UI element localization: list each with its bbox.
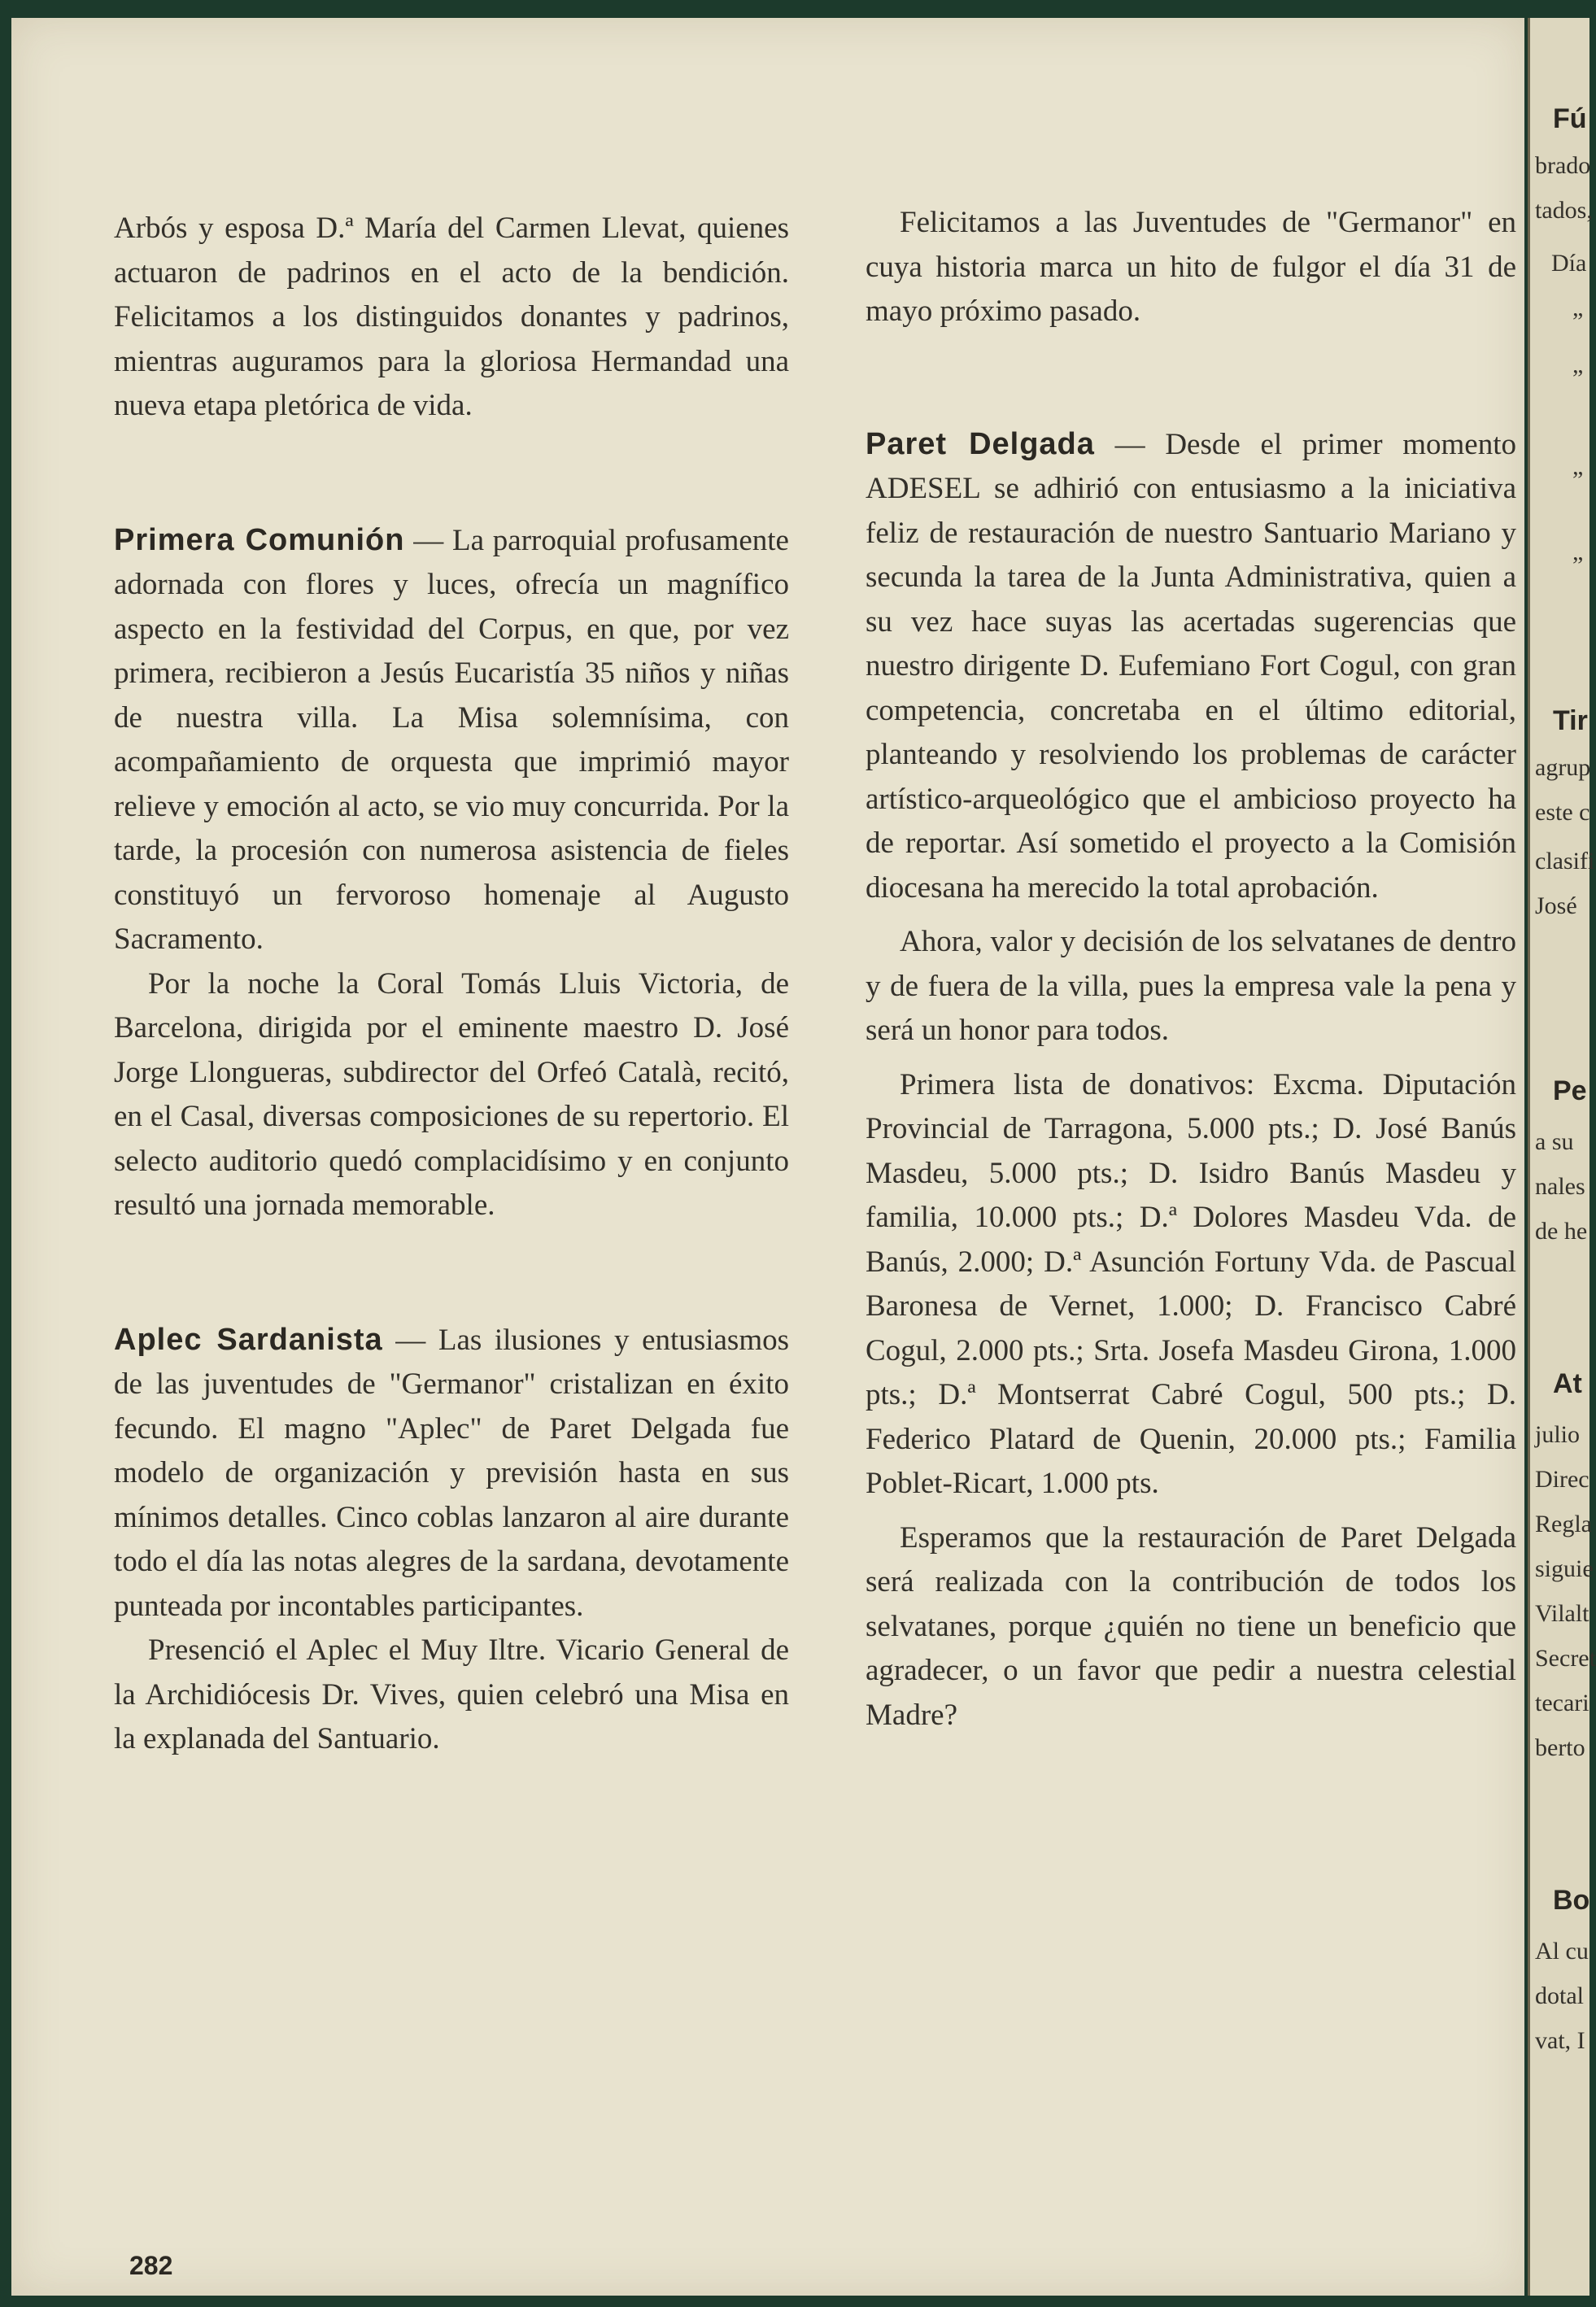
aplec-body: — Las ilusiones y entusiasmos de las juventudes de "Germanor" cristalizan en éxito fecundo. El magno "Aplec" de Paret Delgada fue modelo de organización y previsión hasta en sus mínimos detalles. Cinco coblas lanzaron al aire durante todo el día las notas alegres de la sardana, devotamente punteada por incontables participantes.: [114, 1323, 789, 1623]
next-page-line: „: [1572, 351, 1584, 378]
left-column: [114, 207, 789, 1762]
next-page-line: Regla: [1535, 1511, 1592, 1537]
next-page-line: vat, I: [1535, 2027, 1585, 2054]
next-page-line: berto: [1535, 1734, 1585, 1761]
next-page-line: Direc: [1535, 1466, 1589, 1493]
magazine-page: [11, 18, 1524, 2296]
next-page-line: de he: [1535, 1218, 1588, 1245]
next-page-line: José: [1535, 892, 1577, 919]
next-page-line: Vilalt: [1535, 1600, 1589, 1627]
primera-comunion-body: — La parroquial profusamente adornada con flores y luces, ofrecía un magnífico aspecto en la festividad del Corpus, en que, por vez primera, recibieron a Jesús Eucaristía 35 niños y niñas de nuestra villa. La Misa solemnísima, con acompañamiento de orquesta que imprimió mayor relieve y emoción al acto, se vio muy concurrida. Por la tarde, la procesión con numerosa asistencia de fieles constituyó un fervoroso homenaje al Augusto Sacramento.: [114, 523, 789, 956]
next-page-line: Día: [1551, 250, 1587, 277]
donativos-paragraph: Primera lista de donativos: Excma. Diputación Provincial de Tarragona, 5.000 pts.; D. José Banús Masdeu, 5.000 pts.; D. Isidro Banús Masdeu y familia, 10.000 pts.; D.ª Dolores Masdeu Vda. de Banús, 2.000; D.ª Asunción Fortuny Vda. de Pascual Baronesa de Vernet, 1.000; D. Francisco Cabré Cogul, 2.000 pts.; Srta. Josefa Masdeu Girona, 1.000 pts.; D.ª Montserrat Cabré Cogul, 500 pts.; D. Federico Platard de Quenin, 20.000 pts.; Familia Poblet-Ricart, 1.000 pts.: [866, 1067, 1516, 1500]
primera-comunion-paragraph: [114, 518, 789, 962]
next-page-line: a su: [1535, 1128, 1574, 1155]
left-intro-paragraph: Arbós y esposa D.ª María del Carmen Llevat, quienes actuaron de padrinos en el acto de la bendición. Felicitamos a los distinguidos donantes y padrinos, mientras auguramos para la gloriosa Hermandad una nueva etapa pletórica de vida.: [114, 212, 789, 422]
next-page-heading-1: Fú: [1553, 103, 1587, 134]
next-page-line: Secret: [1535, 1645, 1596, 1672]
next-page-line: tados,: [1535, 197, 1593, 224]
next-page-heading-4: At: [1553, 1368, 1582, 1399]
next-page-line: „: [1572, 453, 1584, 480]
next-page-line: tecari: [1535, 1690, 1589, 1716]
next-page-line: clasifi: [1535, 848, 1595, 874]
next-page-line: dotal: [1535, 1982, 1584, 2009]
next-page-heading-3: Pe: [1553, 1075, 1587, 1106]
valor-paragraph: Ahora, valor y decisión de los selvatanes de dentro y de fuera de la villa, pues la empresa vale la pena y será un honor para todos.: [866, 925, 1516, 1047]
paret-delgada-heading: Paret Delgada: [866, 426, 1095, 461]
right-intro-paragraph: Felicitamos a las Juventudes de "Germanor" en cuya historia marca un hito de fulgor el día 31 de mayo próximo pasado.: [866, 206, 1516, 328]
aplec-heading: Aplec Sardanista: [114, 1322, 383, 1357]
next-page-line: Al cu: [1535, 1938, 1589, 1965]
paret-delgada-paragraph: [866, 422, 1516, 911]
next-page-line: este c: [1535, 799, 1590, 826]
primera-comunion-heading: Primera Comunión: [114, 522, 405, 557]
right-column: [866, 201, 1516, 1738]
coral-paragraph: Por la noche la Coral Tomás Lluis Victoria, de Barcelona, dirigida por el eminente maestro D. José Jorge Llongueras, subdirector del Orfeó Català, recitó, en el Casal, diversas composiciones de su repertorio. El selecto auditorio quedó complacidísimo y en conjunto resultó una jornada memorable.: [114, 966, 789, 1222]
next-page-line: siguie: [1535, 1555, 1594, 1582]
page-number: 282: [129, 2251, 173, 2280]
next-page-line: „: [1572, 294, 1584, 321]
esperamos-paragraph: Esperamos que la restauración de Paret Delgada será realizada con la contribución de todos los selvatanes, porque ¿quién no tiene un beneficio que agradecer, o un favor que pedir a nuestra celestial Madre?: [866, 1520, 1516, 1732]
next-page-line: julio: [1535, 1421, 1581, 1448]
aplec-paragraph: [114, 1318, 789, 1629]
adjacent-page-edge: [1528, 18, 1596, 2296]
paret-delgada-body: — Desde el primer momento ADESEL se adhirió con entusiasmo a la iniciativa feliz de restauración de nuestro Santuario Mariano y secunda la tarea de la Junta Administrativa, quien a su vez hace suyas las acertadas sugerencias que nuestro dirigente D. Eufemiano Fort Cogul, con gran competencia, concretaba en el último editorial, planteando y resolviendo los problemas de carácter artístico-arqueológico que el ambicioso proyecto ha de reportar. Así sometido el proyecto a la Comisión diocesana ha merecido la total aprobación.: [866, 427, 1516, 905]
next-page-line: brado: [1535, 152, 1591, 179]
aplec-vicario-paragraph: Presenció el Aplec el Muy Iltre. Vicario General de la Archidiócesis Dr. Vives, quien celebró una Misa en la explanada del Santuario.: [114, 1633, 789, 1755]
next-page-line: „: [1572, 539, 1584, 565]
next-page-line: nales: [1535, 1173, 1585, 1200]
next-page-heading-2: Tir: [1553, 705, 1588, 736]
next-page-line: agrup: [1535, 754, 1591, 781]
next-page-heading-5: Bo: [1553, 1885, 1590, 1916]
